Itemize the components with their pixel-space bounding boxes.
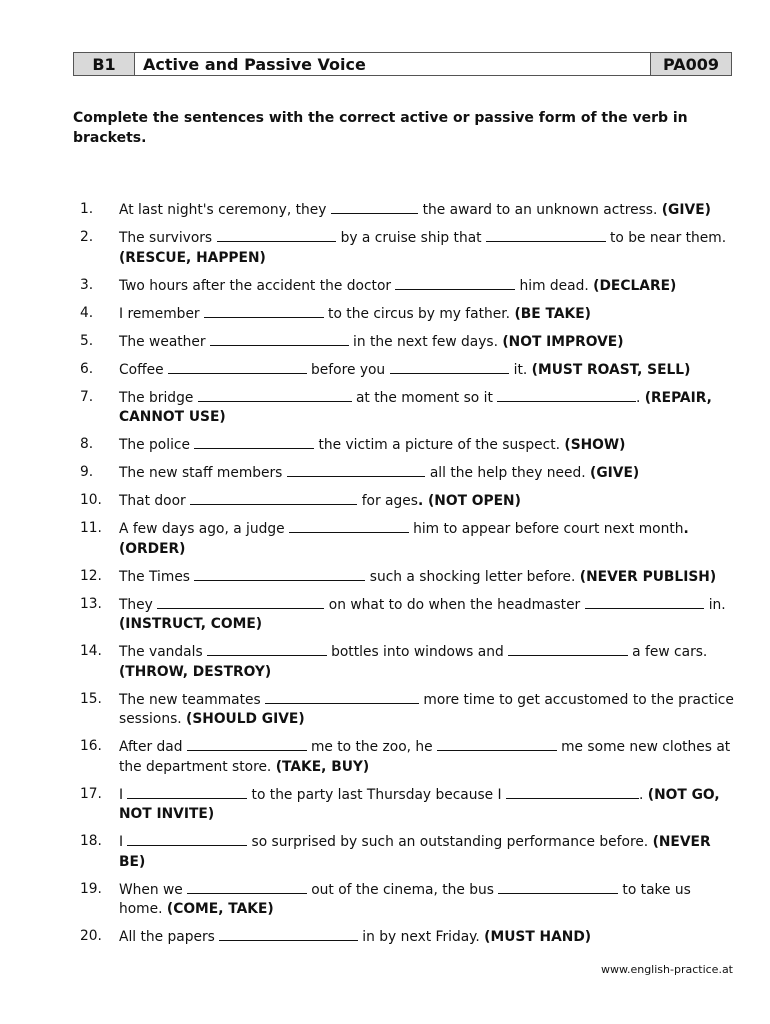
sentence-text: all the help they need. — [425, 465, 591, 481]
sentence-text: in. — [704, 596, 726, 613]
answer-blank[interactable] — [390, 360, 510, 374]
item-text — [119, 491, 735, 512]
sentence-text: on what to do when the headmaster — [324, 596, 585, 613]
item-text — [119, 567, 735, 588]
answer-blank[interactable] — [190, 491, 357, 505]
footer-url: www.english-practice.at — [600, 963, 733, 976]
answer-blank[interactable] — [207, 642, 327, 656]
exercise-item — [80, 200, 735, 221]
sentence-text: to the circus by my father. — [323, 305, 515, 322]
exercise-item — [80, 360, 735, 381]
item-text — [119, 880, 735, 920]
sentence-text: The new teammates — [119, 691, 266, 708]
sentence-text: The weather — [119, 333, 210, 350]
sentence-text: The police — [119, 437, 195, 453]
answer-blank[interactable] — [210, 332, 349, 346]
item-text — [119, 435, 735, 456]
verb-hint: (REPAIR, CANNOT USE) — [119, 389, 712, 425]
item-text — [119, 927, 735, 948]
answer-blank[interactable] — [498, 880, 618, 894]
sentence-text: me to the zoo, he — [306, 739, 438, 755]
sentence-text: . — [639, 786, 648, 803]
item-number: 18. — [80, 833, 102, 849]
verb-hint: (INSTRUCT, COME) — [119, 616, 263, 632]
sentence-text: All the papers — [119, 929, 220, 945]
item-text — [119, 360, 735, 381]
exercise-item — [80, 785, 735, 825]
verb-hint: (BE TAKE) — [514, 305, 591, 322]
sentence-text: The survivors — [119, 230, 217, 246]
sentence-text: That door — [119, 493, 191, 509]
item-number: 9. — [80, 464, 94, 480]
verb-hint: (THROW, DESTROY) — [119, 663, 272, 680]
verb-hint: (NOT IMPROVE) — [502, 333, 624, 350]
answer-blank[interactable] — [194, 567, 365, 581]
verb-hint: (NEVER BE) — [119, 834, 711, 870]
verb-hint: (DECLARE) — [593, 277, 677, 294]
instructions: Complete the sentences with the correct active or passive form of the verb in brackets. — [73, 110, 688, 146]
exercise-item — [80, 642, 735, 682]
exercise-item — [80, 832, 735, 872]
sentence-text: it. — [509, 361, 532, 378]
item-number: 6. — [80, 360, 94, 377]
sentence-text: him to appear before court next month — [408, 521, 684, 537]
worksheet-code: PA009 — [651, 53, 731, 75]
answer-blank[interactable] — [187, 737, 307, 751]
worksheet-header — [73, 52, 732, 76]
answer-blank[interactable] — [198, 388, 352, 402]
sentence-text: They — [119, 596, 158, 613]
sentence-text: The new staff members — [119, 465, 287, 481]
sentence-text: by a cruise ship that — [336, 230, 486, 246]
sentence-text: Two hours after the accident the doctor — [119, 277, 396, 294]
exercise-item — [80, 519, 735, 559]
verb-hint: (GIVE) — [661, 202, 711, 218]
item-text — [119, 737, 735, 777]
item-text — [119, 200, 735, 221]
exercise-item — [80, 737, 735, 777]
answer-blank[interactable] — [217, 228, 337, 242]
item-text — [119, 332, 735, 353]
answer-blank[interactable] — [127, 832, 247, 846]
item-number: 20. — [80, 928, 102, 944]
answer-blank[interactable] — [127, 785, 247, 799]
sentence-text: The vandals — [119, 644, 208, 660]
answer-blank[interactable] — [187, 880, 307, 894]
item-number: 19. — [80, 880, 102, 897]
verb-hint: (NOT GO, NOT INVITE) — [119, 786, 720, 822]
exercise-item — [80, 304, 735, 325]
exercise-item — [80, 228, 735, 268]
sentence-text: A few days ago, a judge — [119, 521, 290, 537]
answer-blank[interactable] — [486, 228, 606, 242]
sentence-text: After dad — [119, 739, 187, 755]
answer-blank[interactable] — [506, 785, 639, 799]
answer-blank[interactable] — [331, 200, 418, 214]
sentence-text: The bridge — [119, 389, 198, 406]
answer-blank[interactable] — [395, 276, 515, 290]
exercise-item — [80, 690, 735, 730]
item-number: 11. — [80, 520, 102, 536]
exercise-item — [80, 463, 735, 484]
exercise-item — [80, 880, 735, 920]
answer-blank[interactable] — [204, 304, 324, 318]
level-label: B1 — [74, 53, 135, 75]
sentence-text: I — [119, 834, 128, 850]
sentence-text: The Times — [119, 568, 195, 585]
worksheet-title: Active and Passive Voice — [135, 53, 651, 75]
exercise-item — [80, 435, 735, 456]
sentence-text: for ages — [357, 493, 418, 509]
sentence-text: the award to an unknown actress. — [418, 202, 662, 218]
sentence-text: to take us home. — [119, 881, 691, 917]
item-number: 4. — [80, 304, 94, 321]
exercise-item — [80, 567, 735, 588]
sentence-text: before you — [306, 361, 390, 378]
sentence-text: . — [635, 389, 645, 406]
verb-hint: (SHOULD GIVE) — [186, 711, 305, 727]
sentence-text: At last night's ceremony, they — [119, 202, 331, 218]
item-text — [119, 690, 735, 730]
sentence-text: so surprised by such an outstanding performance before. — [247, 834, 653, 850]
item-number: 2. — [80, 229, 94, 245]
item-text — [119, 228, 735, 268]
verb-hint: (COME, TAKE) — [166, 901, 274, 917]
sentence-text: I remember — [119, 305, 204, 322]
verb-hint: (GIVE) — [590, 465, 640, 481]
exercise-list — [80, 200, 735, 955]
answer-blank[interactable] — [219, 927, 358, 941]
answer-blank[interactable] — [265, 690, 419, 704]
sentence-text: to the party last Thursday because I — [247, 786, 507, 803]
answer-blank[interactable] — [287, 463, 426, 477]
sentence-text: me some new clothes at the department store. — [119, 739, 731, 775]
item-text — [119, 463, 735, 484]
sentence-text: such a shocking letter before. — [365, 568, 580, 585]
answer-blank[interactable] — [157, 595, 324, 609]
exercise-item — [80, 927, 735, 948]
exercise-item — [80, 332, 735, 353]
sentence-text: When we — [119, 881, 188, 898]
sentence-text: more time to get accustomed to the practice sessions. — [119, 691, 734, 727]
verb-hint: (MUST ROAST, SELL) — [531, 361, 691, 378]
answer-blank[interactable] — [168, 360, 307, 374]
item-number: 8. — [80, 436, 94, 452]
answer-blank[interactable] — [508, 642, 628, 656]
answer-blank[interactable] — [194, 435, 314, 449]
exercise-item — [80, 276, 735, 297]
item-number: 13. — [80, 595, 102, 612]
item-text — [119, 595, 735, 635]
verb-hint: (NEVER PUBLISH) — [579, 568, 717, 585]
item-number: 3. — [80, 276, 94, 293]
sentence-text: bottles into windows and — [326, 644, 509, 660]
sentence-text: to be near them. — [605, 230, 727, 246]
answer-blank[interactable] — [497, 388, 636, 402]
item-text — [119, 388, 735, 428]
item-text — [119, 519, 735, 559]
verb-hint: . (ORDER) — [119, 521, 689, 557]
item-number: 17. — [80, 785, 102, 802]
exercise-item — [80, 595, 735, 635]
item-text — [119, 785, 735, 825]
sentence-text: the victim a picture of the suspect. — [314, 437, 565, 453]
verb-hint: (SHOW) — [564, 437, 626, 453]
item-number: 16. — [80, 738, 102, 754]
sentence-text: in the next few days. — [348, 333, 503, 350]
sentence-text: a few cars. — [627, 644, 708, 660]
verb-hint: (RESCUE, HAPPEN) — [119, 249, 266, 266]
item-text — [119, 304, 735, 325]
exercise-item — [80, 491, 735, 512]
item-number: 10. — [80, 492, 102, 508]
answer-blank[interactable] — [437, 737, 557, 751]
answer-blank[interactable] — [585, 595, 705, 609]
sentence-text: him dead. — [515, 277, 594, 294]
verb-hint: (MUST HAND) — [484, 929, 592, 945]
sentence-text: out of the cinema, the bus — [306, 881, 499, 898]
verb-hint: . (NOT OPEN) — [417, 493, 521, 509]
sentence-text: I — [119, 786, 128, 803]
item-number: 14. — [80, 643, 102, 659]
item-number: 15. — [80, 690, 102, 707]
item-number: 1. — [80, 201, 94, 217]
answer-blank[interactable] — [289, 519, 409, 533]
sentence-text: at the moment so it — [351, 389, 498, 406]
item-text — [119, 832, 735, 872]
item-text — [119, 276, 735, 297]
item-number: 12. — [80, 567, 102, 584]
item-number: 7. — [80, 388, 94, 405]
item-text — [119, 642, 735, 682]
sentence-text: in by next Friday. — [357, 929, 485, 945]
sentence-text: Coffee — [119, 361, 168, 378]
verb-hint: (TAKE, BUY) — [275, 758, 370, 775]
item-number: 5. — [80, 332, 94, 349]
exercise-item — [80, 388, 735, 428]
